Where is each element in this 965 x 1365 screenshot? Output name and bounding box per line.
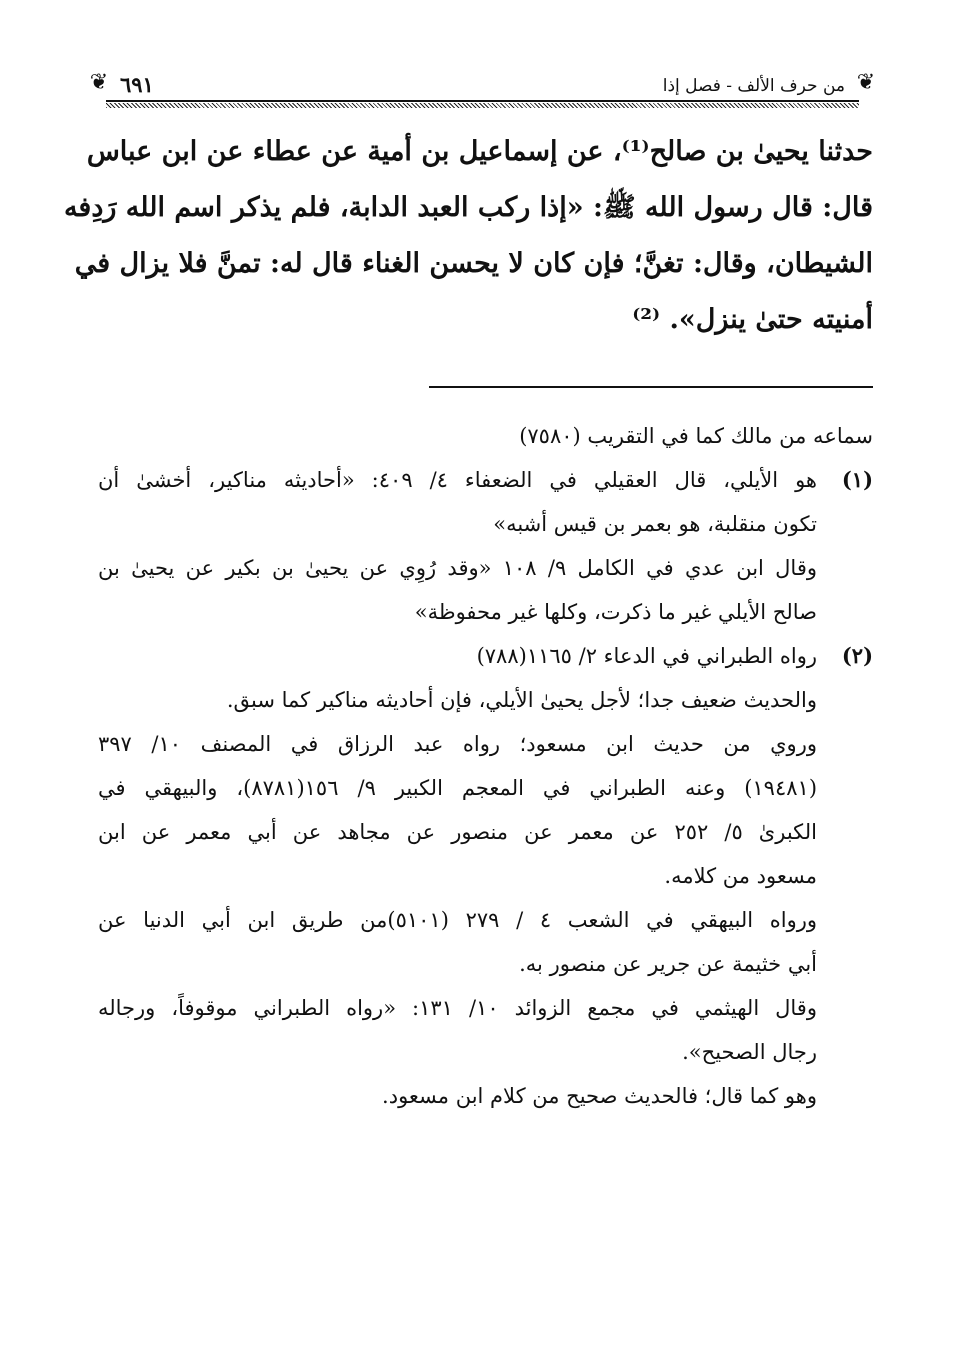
footnote-line: الكبرىٰ ٥/ ٢٥٢ عن معمر عن منصور عن مجاهد عن أبي معمر عن ابن (98, 820, 817, 844)
footnote-line: وقال ابن عدي في الكامل ٩/ ١٠٨ «وقد رُوِي عن يحيىٰ بن بكير عن يحيىٰ بن (98, 556, 817, 580)
footnote-1 (98, 458, 873, 634)
footnote-number: (٢) (841, 643, 873, 668)
page-header (89, 58, 876, 106)
footnote-line: والحديث ضعيف جدا؛ لأجل يحيىٰ الأيلي، فإن أحاديثه مناكير كما سبق. (226, 688, 817, 712)
footnote-line: وهو كما قال؛ فالحديث صحيح من كلام ابن مسعود. (382, 1084, 817, 1108)
main-text-line: قال: قال رسول الله ﷺ: «إذا ركب العبد الدابة، فلم يذكر اسم الله رَدِفه (63, 192, 873, 223)
footnote-line: هو الأيلي، قال العقيلي في الضعفاء ٤/ ٤٠٩: «أحاديثه مناكير، أخشىٰ أن (98, 468, 817, 492)
main-text-line: الشيطان، وقال: تغنَّ؛ فإن كان لا يحسن الغناء قال له: تمنَّ فلا يزال في (74, 248, 873, 279)
footnote-2 (98, 634, 873, 1118)
main-text-line: حدثنا يحيىٰ بن صالح⁽¹⁾، عن إسماعيل بن أمية عن عطاء عن ابن عباس (86, 136, 873, 167)
footnote-line: رجال الصحيح». (682, 1040, 817, 1064)
footnote-line: أبي خثيمة عن جرير عن منصور به. (519, 952, 817, 976)
footnote-line: (١٩٤٨١) وعنه الطبراني في المعجم الكبير ٩/ ١٥٦(٨٧٨١)، والبيهقي في (98, 776, 818, 800)
main-text (63, 124, 873, 348)
main-text-line: أمنيته حتىٰ ينزل». ⁽²⁾ (632, 304, 873, 335)
running-head: من حرف الألف - فصل إذا (662, 76, 845, 96)
footnote-number: (١) (841, 467, 873, 492)
footnote-line: تكون منقلبة، هو بعمر بن قيس أشبه» (493, 512, 817, 536)
footnote-separator (429, 386, 873, 388)
footnote-line: مسعود من كلامه. (664, 864, 817, 888)
header-rule (106, 100, 859, 102)
footnote-carry-line: سماعه من مالك كما في التقريب (٧٥٨٠) (519, 424, 873, 448)
footnote-line: وروي من حديث ابن مسعود؛ رواه عبد الرزاق في المصنف ١٠/ ٣٩٧ (98, 732, 817, 756)
floral-ornament-icon: ❦ (89, 70, 109, 95)
floral-ornament-icon: ❦ (856, 70, 876, 95)
footnote-line: صالح الأيلي غير ما ذكرت، وكلها غير محفوظة» (414, 600, 817, 624)
footnote-line: ورواه البيهقي في الشعب ٤ / ٢٧٩ (٥١٠١)من طريق ابن أبي الدنيا عن (98, 908, 817, 932)
header-decorative-border (106, 103, 859, 108)
footnote-line: وقال الهيثمي في مجمع الزوائد ١٠/ ١٣١: «رواه الطبراني موقوفاً، ورجاله (98, 996, 817, 1020)
footnotes (98, 414, 873, 1118)
page-number: ٦٩١ (120, 72, 154, 97)
footnote-line: رواه الطبراني في الدعاء ٢/ ١١٦٥(٧٨٨) (476, 644, 817, 668)
